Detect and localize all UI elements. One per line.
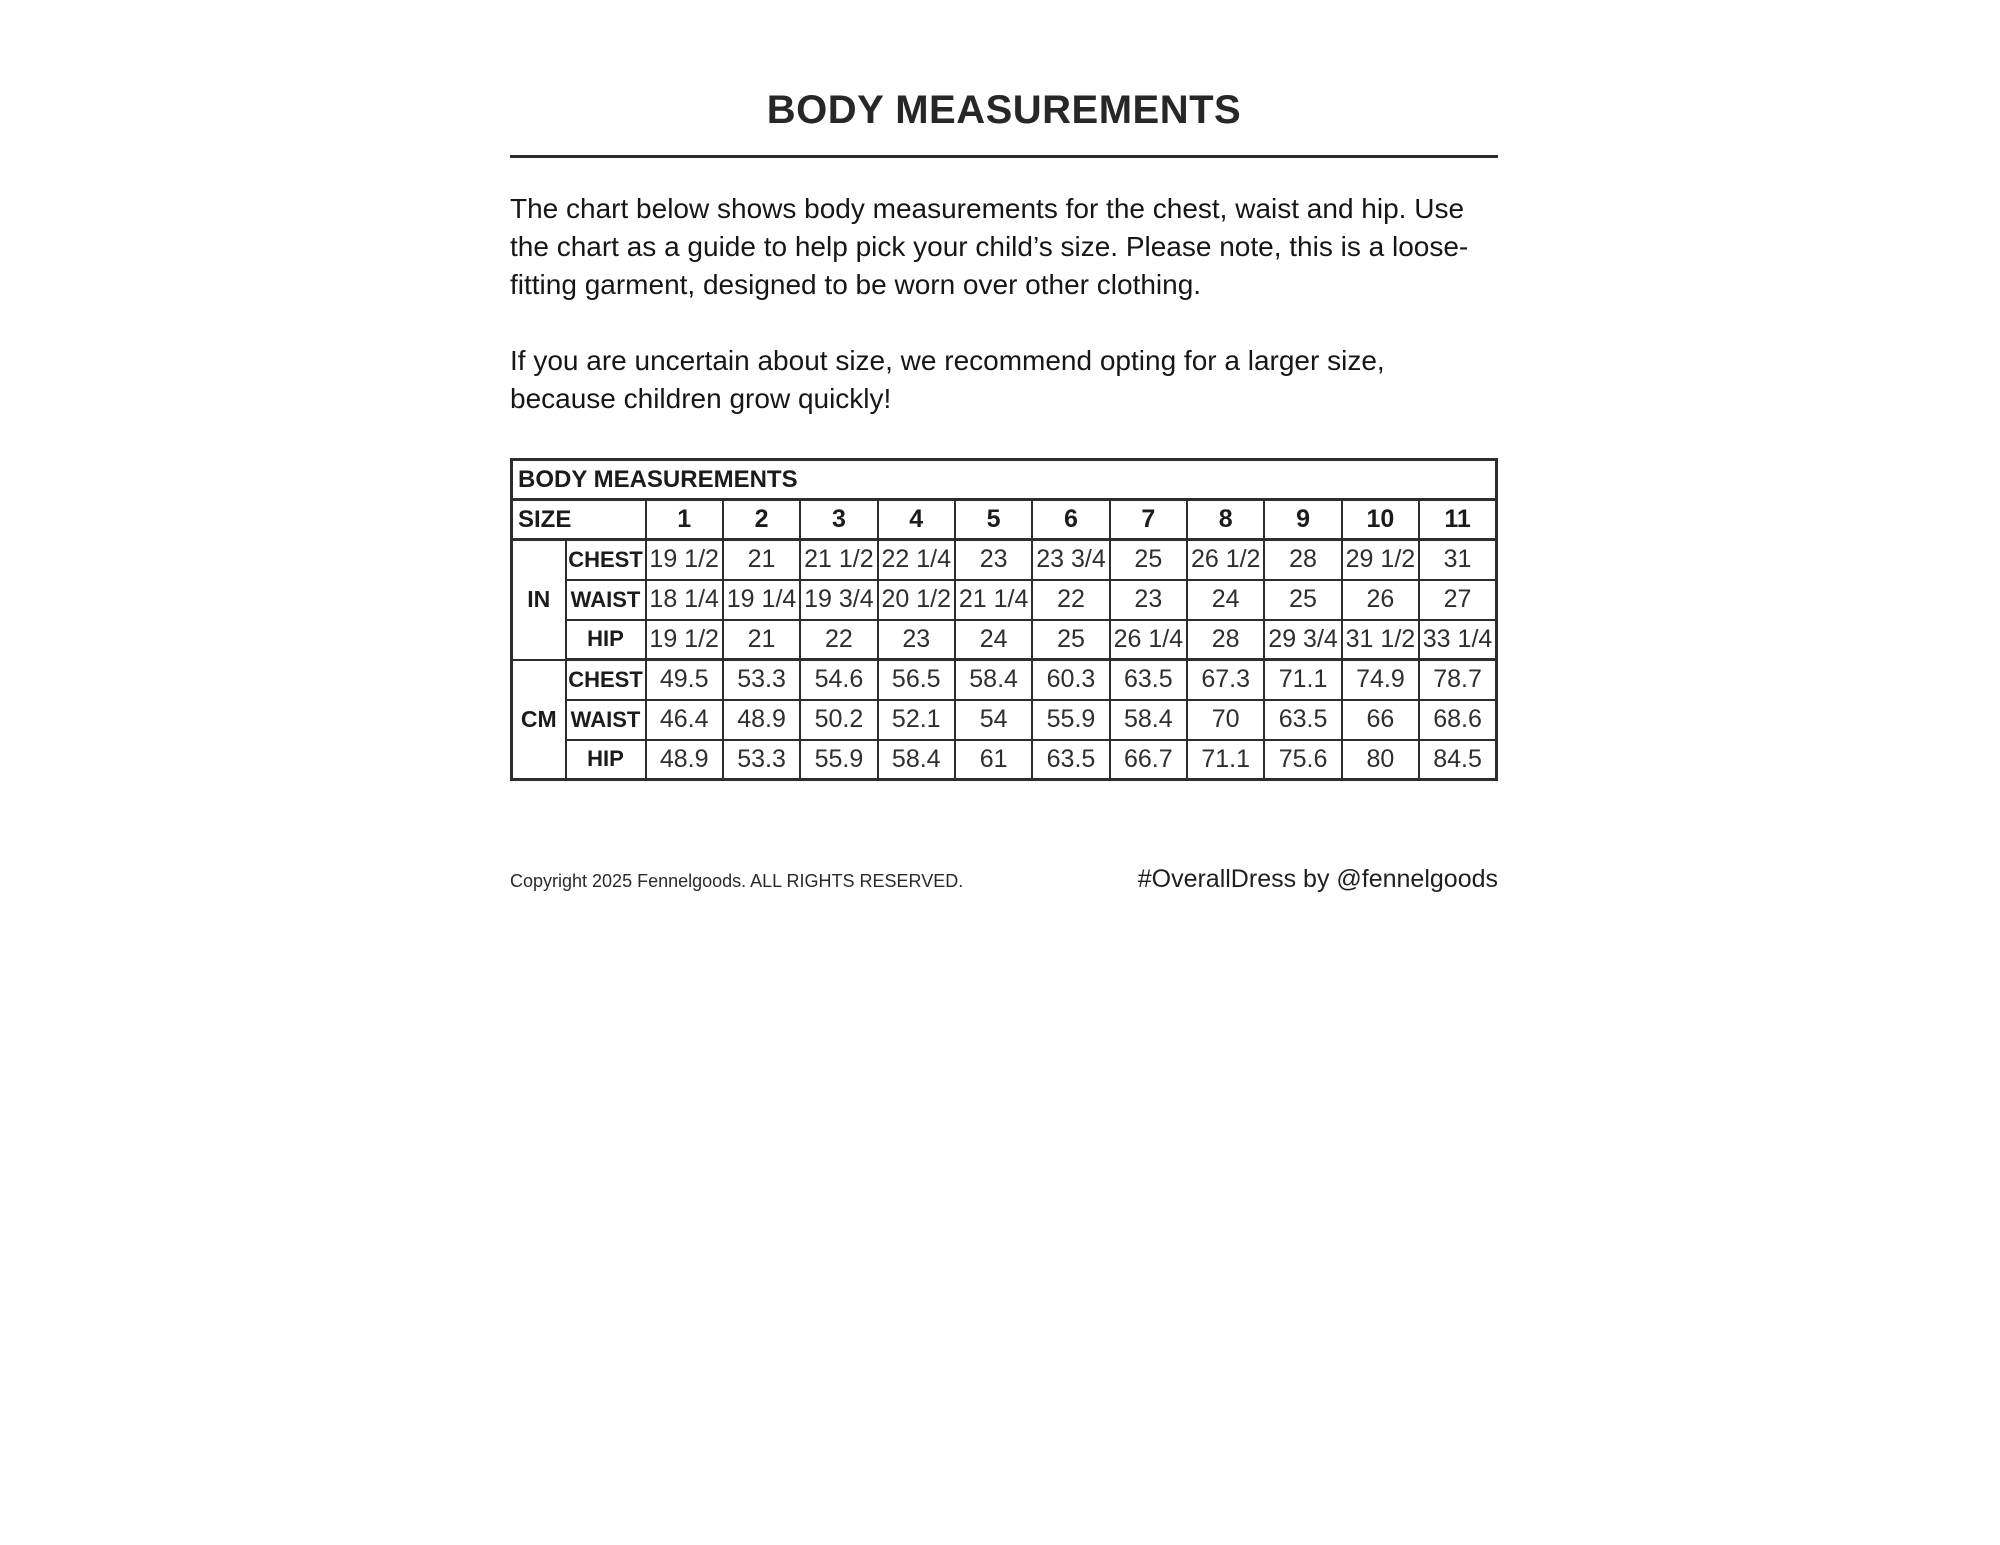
size-header-row bbox=[512, 500, 1497, 540]
measurement-cell: 24 bbox=[1187, 580, 1264, 620]
measurement-cell: 48.9 bbox=[646, 740, 723, 780]
in-chest-row bbox=[512, 540, 1497, 580]
measurement-cell: 21 bbox=[723, 540, 800, 580]
measurement-cell: 75.6 bbox=[1264, 740, 1341, 780]
cm-waist-row bbox=[512, 700, 1497, 740]
measurement-cell: 22 bbox=[800, 620, 877, 660]
in-waist-row bbox=[512, 580, 1497, 620]
measurement-cell: 22 1/4 bbox=[878, 540, 955, 580]
measurement-cell: 58.4 bbox=[878, 740, 955, 780]
size-col-header: 1 bbox=[646, 500, 723, 540]
measurement-cell: 19 1/2 bbox=[646, 540, 723, 580]
measurement-cell: 78.7 bbox=[1419, 660, 1496, 700]
unit-label-cm: CM bbox=[512, 660, 566, 780]
measurement-cell: 71.1 bbox=[1187, 740, 1264, 780]
measurement-cell: 84.5 bbox=[1419, 740, 1496, 780]
measurement-cell: 24 bbox=[955, 620, 1032, 660]
measurement-cell: 58.4 bbox=[1110, 700, 1187, 740]
copyright-text: Copyright 2025 Fennelgoods. ALL RIGHTS RESERVED. bbox=[510, 871, 964, 891]
measure-label-hip: HIP bbox=[566, 740, 646, 780]
page-footer bbox=[510, 865, 1498, 894]
measurement-cell: 25 bbox=[1032, 620, 1109, 660]
measure-label-waist: WAIST bbox=[566, 700, 646, 740]
intro-paragraph: The chart below shows body measurements for the chest, waist and hip. Use the chart as a guide to help pick your child’s size. Please note, this is a loose-fitting garment, designed to be worn over other clothing. bbox=[510, 193, 1469, 300]
measurement-cell: 23 bbox=[955, 540, 1032, 580]
table-title-row bbox=[512, 460, 1497, 500]
measurement-cell: 28 bbox=[1264, 540, 1341, 580]
measurement-cell: 55.9 bbox=[800, 740, 877, 780]
measurement-cell: 63.5 bbox=[1264, 700, 1341, 740]
measurement-cell: 80 bbox=[1342, 740, 1419, 780]
measurement-cell: 19 1/4 bbox=[723, 580, 800, 620]
measurement-cell: 55.9 bbox=[1032, 700, 1109, 740]
cm-chest-row bbox=[512, 660, 1497, 700]
measurement-cell: 25 bbox=[1264, 580, 1341, 620]
measurement-cell: 46.4 bbox=[646, 700, 723, 740]
measurement-cell: 23 3/4 bbox=[1032, 540, 1109, 580]
measurement-cell: 31 1/2 bbox=[1342, 620, 1419, 660]
size-col-header: 4 bbox=[878, 500, 955, 540]
size-col-header: 5 bbox=[955, 500, 1032, 540]
measurement-cell: 21 bbox=[723, 620, 800, 660]
measurement-cell: 19 1/2 bbox=[646, 620, 723, 660]
measurement-cell: 53.3 bbox=[723, 660, 800, 700]
size-col-header: 9 bbox=[1264, 500, 1341, 540]
measurement-cell: 58.4 bbox=[955, 660, 1032, 700]
measurement-cell: 26 1/4 bbox=[1110, 620, 1187, 660]
size-col-header: 3 bbox=[800, 500, 877, 540]
measurement-cell: 53.3 bbox=[723, 740, 800, 780]
measurement-cell: 74.9 bbox=[1342, 660, 1419, 700]
size-col-header: 2 bbox=[723, 500, 800, 540]
measure-label-chest: CHEST bbox=[566, 540, 646, 580]
measurement-cell: 27 bbox=[1419, 580, 1496, 620]
cm-hip-row bbox=[512, 740, 1497, 780]
in-hip-row bbox=[512, 620, 1497, 660]
measurement-cell: 19 3/4 bbox=[800, 580, 877, 620]
measurement-cell: 29 3/4 bbox=[1264, 620, 1341, 660]
measurement-cell: 66 bbox=[1342, 700, 1419, 740]
measurement-cell: 67.3 bbox=[1187, 660, 1264, 700]
measurement-cell: 18 1/4 bbox=[646, 580, 723, 620]
measurement-cell: 48.9 bbox=[723, 700, 800, 740]
measurement-cell: 54 bbox=[955, 700, 1032, 740]
measure-label-waist: WAIST bbox=[566, 580, 646, 620]
measurement-cell: 68.6 bbox=[1419, 700, 1496, 740]
measurement-cell: 26 bbox=[1342, 580, 1419, 620]
size-col-header: 10 bbox=[1342, 500, 1419, 540]
measure-label-hip: HIP bbox=[566, 620, 646, 660]
measurement-cell: 20 1/2 bbox=[878, 580, 955, 620]
size-col-header: 8 bbox=[1187, 500, 1264, 540]
content-column bbox=[510, 0, 1498, 894]
unit-label-in: IN bbox=[512, 540, 566, 660]
size-col-header: 7 bbox=[1110, 500, 1187, 540]
credit-text: #OverallDress by @fennelgoods bbox=[1137, 865, 1498, 893]
measurement-cell: 21 1/2 bbox=[800, 540, 877, 580]
size-col-header: 11 bbox=[1419, 500, 1496, 540]
measurement-cell: 31 bbox=[1419, 540, 1496, 580]
measurement-cell: 70 bbox=[1187, 700, 1264, 740]
measurement-cell: 61 bbox=[955, 740, 1032, 780]
measurement-cell: 25 bbox=[1110, 540, 1187, 580]
measure-label-chest: CHEST bbox=[566, 660, 646, 700]
size-header-label: SIZE bbox=[512, 500, 646, 540]
measurement-cell: 22 bbox=[1032, 580, 1109, 620]
measurement-cell: 63.5 bbox=[1110, 660, 1187, 700]
measurement-cell: 23 bbox=[878, 620, 955, 660]
measurement-cell: 66.7 bbox=[1110, 740, 1187, 780]
measurement-cell: 23 bbox=[1110, 580, 1187, 620]
measurement-cell: 26 1/2 bbox=[1187, 540, 1264, 580]
measurement-cell: 60.3 bbox=[1032, 660, 1109, 700]
measurement-cell: 63.5 bbox=[1032, 740, 1109, 780]
measurement-cell: 52.1 bbox=[878, 700, 955, 740]
note-paragraph: If you are uncertain about size, we recommend opting for a larger size, because children grow quickly! bbox=[510, 345, 1385, 414]
measurement-cell: 33 1/4 bbox=[1419, 620, 1496, 660]
measurement-cell: 21 1/4 bbox=[955, 580, 1032, 620]
measurement-cell: 54.6 bbox=[800, 660, 877, 700]
measurement-cell: 50.2 bbox=[800, 700, 877, 740]
size-col-header: 6 bbox=[1032, 500, 1109, 540]
title-divider bbox=[510, 155, 1498, 158]
measurement-cell: 71.1 bbox=[1264, 660, 1341, 700]
measurement-cell: 28 bbox=[1187, 620, 1264, 660]
measurement-cell: 49.5 bbox=[646, 660, 723, 700]
measurement-cell: 56.5 bbox=[878, 660, 955, 700]
body-measurements-table bbox=[510, 458, 1498, 781]
measurement-cell: 29 1/2 bbox=[1342, 540, 1419, 580]
page-title: BODY MEASUREMENTS bbox=[766, 88, 1242, 132]
table-title: BODY MEASUREMENTS bbox=[512, 460, 1497, 500]
